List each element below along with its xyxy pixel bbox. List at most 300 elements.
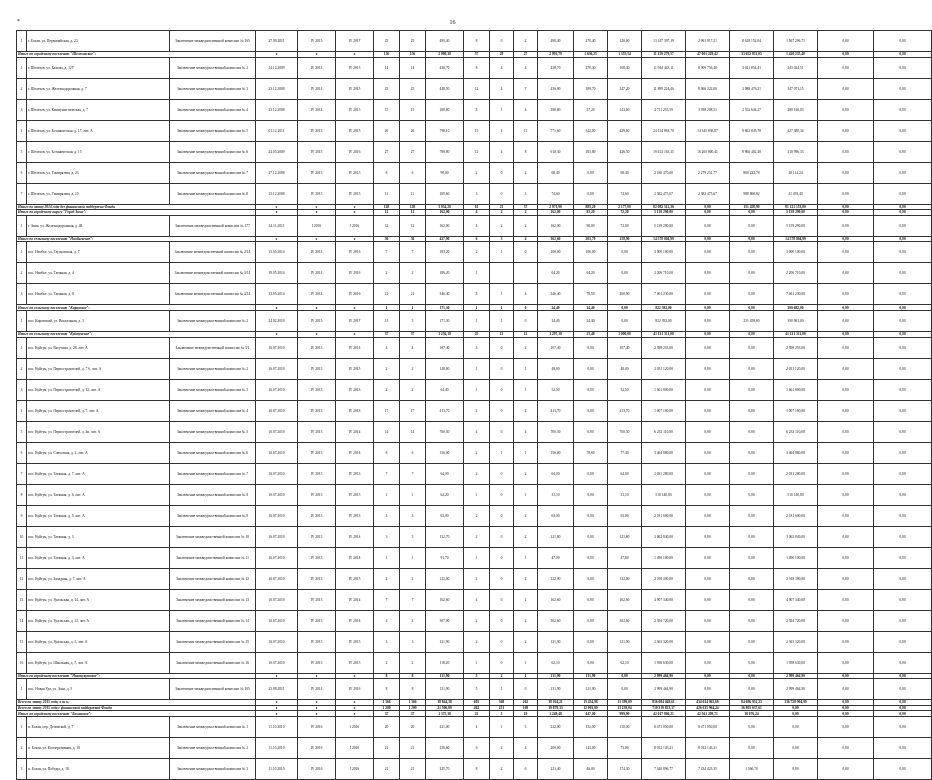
table-cell: 1 661 800,00 bbox=[642, 379, 686, 400]
table-cell: 510 140,00 bbox=[642, 484, 686, 505]
table-cell: 0,00 bbox=[730, 463, 774, 484]
table-cell: 15 bbox=[464, 120, 490, 141]
table-row bbox=[17, 120, 932, 141]
table-cell: пос. Куйтун, ул. Школьная, д. 7, лит. А bbox=[27, 652, 170, 673]
table-cell: 8 012 143,21 bbox=[642, 737, 686, 758]
table-cell: IV 2014 bbox=[298, 284, 336, 305]
table-cell: 162,00 bbox=[538, 210, 574, 216]
table-cell: 2 186 470,00 bbox=[642, 162, 686, 183]
table-cell: 0,00 bbox=[874, 284, 932, 305]
table-cell: 0,00 bbox=[874, 120, 932, 141]
table-cell: x bbox=[298, 210, 336, 216]
table-cell: 3 bbox=[514, 183, 538, 204]
table-cell: 1 bbox=[17, 242, 27, 263]
table-cell: 6 233 110,00 bbox=[642, 421, 686, 442]
table-cell: x bbox=[336, 204, 374, 210]
table-cell: 0,00 bbox=[818, 547, 874, 568]
table-cell: 47 001 229,42 bbox=[686, 52, 730, 58]
table-cell: 24,40 bbox=[574, 305, 608, 311]
table-row bbox=[17, 400, 932, 421]
table-cell: 605 bbox=[464, 700, 490, 706]
table-cell: 156,00 bbox=[426, 442, 464, 463]
table-cell: 0,00 bbox=[818, 652, 874, 673]
table-cell: 1 bbox=[400, 547, 426, 568]
table-cell: 0,00 bbox=[818, 358, 874, 379]
table-cell: 21 506,09 bbox=[426, 705, 464, 711]
table-cell: 131,90 bbox=[574, 679, 608, 700]
table-cell: 16.07.2010 bbox=[256, 568, 298, 589]
table-cell: 1 bbox=[17, 716, 27, 737]
table-cell: 0,00 bbox=[874, 526, 932, 547]
table-cell: 24.11.2011 bbox=[256, 215, 298, 236]
table-cell: 2 394 720,00 bbox=[642, 610, 686, 631]
table-cell: 413,70 bbox=[608, 400, 642, 421]
table-cell: 2 bbox=[514, 215, 538, 236]
table-cell: 221,00 bbox=[426, 716, 464, 737]
table-cell: 0,00 bbox=[574, 484, 608, 505]
table-cell: г. Шелехов, ул. Тимирязева, д. 10 bbox=[27, 183, 170, 204]
table-cell: 1 bbox=[514, 652, 538, 673]
table-cell: 0,00 bbox=[686, 236, 730, 242]
table-cell: x bbox=[256, 210, 298, 216]
table-cell: I 2016 bbox=[336, 716, 374, 737]
table-cell: 0,00 bbox=[874, 52, 932, 58]
table-cell: 2 382 475,67 bbox=[642, 183, 686, 204]
subtotal-label: Итого по городскому поселению "Новонукутское": bbox=[17, 673, 256, 679]
table-cell: x bbox=[256, 52, 298, 58]
table-cell: 2 bbox=[17, 263, 27, 284]
table-cell: 8 866 402,40 bbox=[730, 141, 774, 162]
table-cell: 131,90 bbox=[426, 679, 464, 700]
table-cell: 0,00 bbox=[874, 99, 932, 120]
table-cell: 23.08.2011 bbox=[256, 679, 298, 700]
table-cell: 0 bbox=[514, 242, 538, 263]
table-cell: 2 999 464,90 bbox=[774, 679, 818, 700]
table-cell: 21 bbox=[374, 758, 400, 779]
table-cell: 162,00 bbox=[538, 215, 574, 236]
table-cell: 2 018 300,00 bbox=[774, 568, 818, 589]
table-cell: x bbox=[256, 711, 298, 717]
table-cell: IV 2015 bbox=[298, 31, 336, 52]
table-cell: 2 031 120,00 bbox=[774, 358, 818, 379]
table-cell: 0,00 bbox=[818, 120, 874, 141]
table-cell: пос. Куйтун, ул. Первостроителей, д. 7, лит. А bbox=[27, 400, 170, 421]
table-cell: 0,00 bbox=[574, 505, 608, 526]
table-cell: 121,90 bbox=[538, 631, 574, 652]
table-cell: 0,00 bbox=[686, 673, 730, 679]
table-cell: 462 bbox=[464, 705, 490, 711]
table-cell: 0,00 bbox=[730, 421, 774, 442]
table-cell: 8 966 322,00 bbox=[686, 78, 730, 99]
table-cell: 64,00 bbox=[538, 463, 574, 484]
table-cell: 307,00 bbox=[426, 610, 464, 631]
table-cell: 413,70 bbox=[426, 400, 464, 421]
table-cell: 3 bbox=[17, 284, 27, 305]
table-cell: 427 380,34 bbox=[774, 120, 818, 141]
table-cell: 2 bbox=[374, 379, 400, 400]
table-cell: 0,00 bbox=[774, 758, 818, 779]
table-cell: 8 bbox=[514, 141, 538, 162]
table-cell: 2 363 320,00 bbox=[642, 631, 686, 652]
table-cell: 9 bbox=[17, 505, 27, 526]
table-row bbox=[17, 679, 932, 700]
table-cell: 36 bbox=[400, 236, 426, 242]
table-cell: 1 490 100,00 bbox=[774, 547, 818, 568]
table-cell: 434 634 963,60 bbox=[686, 700, 730, 706]
table-cell: 8 bbox=[464, 758, 490, 779]
table-cell: 4 bbox=[464, 716, 490, 737]
table-cell: 26 bbox=[374, 120, 400, 141]
table-cell: x bbox=[336, 52, 374, 58]
table-cell: 13.05.2014 bbox=[256, 284, 298, 305]
table-cell: 510 140,00 bbox=[774, 484, 818, 505]
table-cell: 0,00 bbox=[818, 568, 874, 589]
subtotal-label: Итого по городскому поселению "Шелеховское": bbox=[17, 52, 256, 58]
subtotal-label: Итого по сельскому поселению "Ниобьевское": bbox=[17, 236, 256, 242]
table-cell: 0,00 bbox=[730, 526, 774, 547]
table-cell: IV 2015 bbox=[336, 568, 374, 589]
subtotal-label: Всего по этапу 2015 года с финансовой поддержкой Фонда bbox=[17, 705, 256, 711]
table-cell: 0,00 bbox=[818, 337, 874, 358]
table-cell: Заключение межведомственной комиссии № 6 bbox=[170, 141, 256, 162]
table-row bbox=[17, 141, 932, 162]
table-cell: 300 682,00 bbox=[774, 305, 818, 311]
table-cell: 156 bbox=[400, 52, 426, 58]
table-cell: 2 181 600,00 bbox=[642, 505, 686, 526]
table-cell: 2 177,00 bbox=[608, 204, 642, 210]
table-cell: 23,40 bbox=[574, 331, 608, 337]
table-cell: 11.10.2010 bbox=[256, 716, 298, 737]
table-cell: 70,50 bbox=[574, 284, 608, 305]
table-cell: 2 bbox=[464, 400, 490, 421]
table-cell: 0 bbox=[514, 310, 538, 331]
table-cell: Заключение межведомственной комиссии № 3/14 bbox=[170, 263, 256, 284]
table-row bbox=[17, 442, 932, 463]
table-cell: 4 bbox=[464, 215, 490, 236]
table-cell: 0 bbox=[490, 589, 514, 610]
table-cell: 0,00 bbox=[730, 442, 774, 463]
table-cell: IV 2014 bbox=[298, 57, 336, 78]
table-cell: 15 434,98 bbox=[574, 700, 608, 706]
table-cell: 24.12.2009 bbox=[256, 57, 298, 78]
table-cell: 4 bbox=[464, 421, 490, 442]
table-cell: 37 bbox=[400, 711, 426, 717]
table-cell: 21 bbox=[400, 737, 426, 758]
table-cell: 11 899 224,46 bbox=[642, 78, 686, 99]
table-cell: 438,70 bbox=[426, 57, 464, 78]
table-cell: 429,60 bbox=[608, 120, 642, 141]
table-cell: 1 bbox=[464, 310, 490, 331]
table-cell: 988 868,82 bbox=[730, 183, 774, 204]
table-cell: 436,90 bbox=[538, 78, 574, 99]
table-cell: 3 062 840,00 bbox=[774, 526, 818, 547]
table-row bbox=[17, 589, 932, 610]
table-cell: 2 bbox=[17, 358, 27, 379]
table-cell: 36 805 637,61 bbox=[730, 705, 774, 711]
table-cell: IV 2015 bbox=[336, 358, 374, 379]
table-cell: 162,60 bbox=[538, 589, 574, 610]
table-cell: 13.05.2014 bbox=[256, 242, 298, 263]
table-cell: 19 413 163,35 bbox=[642, 141, 686, 162]
table-cell: 41 493,40 bbox=[774, 183, 818, 204]
table-cell: пос. Новая Уда, ул. Зона, д. 5 bbox=[27, 679, 170, 700]
table-cell: 1 236,10 bbox=[426, 331, 464, 337]
table-cell: 3 464 880,00 bbox=[774, 442, 818, 463]
table-cell: 0,00 bbox=[818, 505, 874, 526]
table-cell: 1 bbox=[400, 305, 426, 311]
table-cell: 37,20 bbox=[574, 99, 608, 120]
table-cell: 3 bbox=[374, 505, 400, 526]
table-cell: 7 461 230,00 bbox=[774, 284, 818, 305]
table-cell: 3 bbox=[490, 236, 514, 242]
table-cell: 122,00 bbox=[426, 568, 464, 589]
table-cell: IV 2013 bbox=[336, 505, 374, 526]
table-cell: 4 907 340,00 bbox=[642, 589, 686, 610]
table-cell: Заключение межведомственной комиссии № 16 bbox=[170, 652, 256, 673]
table-cell: 68,40 bbox=[538, 162, 574, 183]
table-cell: 0,00 bbox=[608, 263, 642, 284]
table-cell: 880 222,78 bbox=[730, 162, 774, 183]
table-cell: 16.07.2010 bbox=[256, 526, 298, 547]
table-cell: 122,00 bbox=[608, 568, 642, 589]
table-cell: 1 bbox=[490, 284, 514, 305]
table-cell: 25 bbox=[374, 31, 400, 52]
table-cell: 0,00 bbox=[874, 716, 932, 737]
table-cell: 16.07.2010 bbox=[256, 442, 298, 463]
table-cell: 0,00 bbox=[730, 673, 774, 679]
table-cell: 0,00 bbox=[730, 284, 774, 305]
table-cell: 0,00 bbox=[874, 210, 932, 216]
table-cell: 3 938 208,51 bbox=[686, 99, 730, 120]
table-cell: 73,00 bbox=[608, 737, 642, 758]
table-cell: 7 bbox=[400, 463, 426, 484]
table-cell: 0,00 bbox=[874, 442, 932, 463]
table-cell: 17 bbox=[400, 400, 426, 421]
table-cell: 109,60 bbox=[426, 183, 464, 204]
table-cell: 12 bbox=[17, 568, 27, 589]
table-cell: 2 bbox=[490, 210, 514, 216]
table-cell: 27 bbox=[514, 52, 538, 58]
table-cell: г. Шелехов, ул. Тимирязева, д. 23 bbox=[27, 162, 170, 183]
table-cell: x bbox=[336, 705, 374, 711]
table-cell: 1 bbox=[490, 310, 514, 331]
table-cell: x bbox=[256, 705, 298, 711]
table-cell: 7 434 423,35 bbox=[686, 758, 730, 779]
table-cell: 16.07.2010 bbox=[256, 379, 298, 400]
table-cell: 0,00 bbox=[874, 421, 932, 442]
table-cell: 0,00 bbox=[818, 442, 874, 463]
table-cell: 0,00 bbox=[874, 737, 932, 758]
table-cell: 0 bbox=[490, 610, 514, 631]
table-cell: 0 bbox=[490, 484, 514, 505]
table-cell: Заключение межведомственной комиссии № 11 bbox=[170, 547, 256, 568]
table-cell: 0 bbox=[490, 183, 514, 204]
table-cell: 1 bbox=[490, 442, 514, 463]
table-cell: 90,00 bbox=[574, 215, 608, 236]
table-cell: 8 618 152,04 bbox=[730, 31, 774, 52]
table-cell: 31,10 bbox=[608, 484, 642, 505]
table-cell: 0,00 bbox=[874, 505, 932, 526]
table-cell: 3 bbox=[17, 758, 27, 779]
table-cell bbox=[490, 263, 514, 284]
table-cell: 2 018 300,00 bbox=[642, 568, 686, 589]
table-cell: 47,00 bbox=[538, 547, 574, 568]
table-cell: 6 bbox=[464, 236, 490, 242]
table-cell: IV 2016 bbox=[298, 716, 336, 737]
table-cell: 38 844,38 bbox=[426, 700, 464, 706]
table-cell: 3 bbox=[374, 631, 400, 652]
table-cell: 52,50 bbox=[538, 379, 574, 400]
table-cell: 0,00 bbox=[818, 31, 874, 52]
table-cell: x bbox=[256, 331, 298, 337]
table-cell: 4 bbox=[514, 421, 538, 442]
table-cell: 156 bbox=[374, 52, 400, 58]
table-cell: 12 003,09 bbox=[574, 705, 608, 711]
table-cell: 64,20 bbox=[538, 263, 574, 284]
table-cell: 2 031 280,00 bbox=[774, 463, 818, 484]
table-cell: Заключение межведомственной комиссии № 5 bbox=[170, 421, 256, 442]
table-cell: IV 2015 bbox=[336, 484, 374, 505]
table-cell: 1 366 bbox=[400, 700, 426, 706]
table-cell: 2 bbox=[464, 463, 490, 484]
table-cell: 3 bbox=[400, 631, 426, 652]
table-cell: пос. Куйтун, ул. Западная, д. 7, лит. А bbox=[27, 568, 170, 589]
table-cell: 14 bbox=[374, 421, 400, 442]
table-cell: IV 2013 bbox=[298, 484, 336, 505]
table-cell: 490,40 bbox=[538, 31, 574, 52]
table-cell: 5 139 290,00 bbox=[642, 210, 686, 216]
table-cell: x bbox=[336, 331, 374, 337]
table-cell: 0,00 bbox=[774, 705, 818, 711]
table-cell: x bbox=[336, 711, 374, 717]
table-cell: 710 319 823,37 bbox=[642, 705, 686, 711]
table-cell: 0,00 bbox=[574, 358, 608, 379]
table-cell: 4 bbox=[490, 120, 514, 141]
table-cell: 13 147 397,19 bbox=[642, 31, 686, 52]
table-cell: 0,00 bbox=[818, 310, 874, 331]
table-cell: 0,00 bbox=[730, 379, 774, 400]
table-cell: 0,00 bbox=[730, 568, 774, 589]
table-cell: IV 2013 bbox=[298, 421, 336, 442]
table-cell: 16.07.2010 bbox=[256, 505, 298, 526]
table-cell: 1 bbox=[464, 305, 490, 311]
table-cell: 225,70 bbox=[426, 758, 464, 779]
table-cell: IV 2016 bbox=[336, 242, 374, 263]
table-cell: 2 bbox=[514, 589, 538, 610]
table-cell: 0,00 bbox=[730, 652, 774, 673]
table-cell: пос. Ниобье, ул. Таежная, д. 4 bbox=[27, 263, 170, 284]
table-cell: 0 bbox=[514, 305, 538, 311]
table-cell: 74,60 bbox=[608, 183, 642, 204]
table-cell: 0,00 bbox=[686, 526, 730, 547]
table-cell: 4 bbox=[514, 99, 538, 120]
table-cell: 0,00 bbox=[730, 331, 774, 337]
table-cell: 11 bbox=[374, 183, 400, 204]
table-cell: 0,00 bbox=[874, 610, 932, 631]
table-cell: 15 bbox=[400, 99, 426, 120]
table-cell: 8 471 050,00 bbox=[686, 716, 730, 737]
table-cell: пос. Куйтун, ул. Первостроителей, д. 4в, лит. А bbox=[27, 421, 170, 442]
table-cell: 24 134 863,70 bbox=[642, 120, 686, 141]
table-cell: 180,80 bbox=[426, 99, 464, 120]
table-cell: 0,00 bbox=[686, 631, 730, 652]
table-cell: 13 239,84 bbox=[608, 705, 642, 711]
table-cell: IV 2015 bbox=[336, 162, 374, 183]
table-cell: I 2016 bbox=[336, 215, 374, 236]
table-cell: 260,90 bbox=[608, 284, 642, 305]
table-cell: x bbox=[336, 210, 374, 216]
table-cell: 0,00 bbox=[818, 204, 874, 210]
table-cell: 2 398 253,00 bbox=[642, 337, 686, 358]
table-cell: 0,00 bbox=[686, 210, 730, 216]
table-cell: Заключение межведомственной комиссии № 7 bbox=[170, 463, 256, 484]
table-cell: 262 bbox=[514, 700, 538, 706]
table-cell: 8 bbox=[400, 679, 426, 700]
table-cell: 1 bbox=[490, 305, 514, 311]
table-cell: 4 bbox=[464, 589, 490, 610]
table-row bbox=[17, 610, 932, 631]
table-cell: 6 233 110,00 bbox=[774, 421, 818, 442]
table-cell: 0,00 bbox=[874, 204, 932, 210]
table-cell: x bbox=[336, 236, 374, 242]
table-row bbox=[17, 337, 932, 358]
table-cell: 143,60 bbox=[608, 99, 642, 120]
table-cell: 1 bbox=[514, 547, 538, 568]
table-cell: 2 352 644,27 bbox=[730, 99, 774, 120]
table-cell: 3 bbox=[400, 310, 426, 331]
table-cell: 15 bbox=[17, 631, 27, 652]
table-cell: 0,00 bbox=[818, 284, 874, 305]
table-cell: 12 bbox=[464, 78, 490, 99]
subtotal-label: Всего по этапу 2015 года, в т.ч.: bbox=[17, 700, 256, 706]
table-cell: 0,00 bbox=[874, 379, 932, 400]
table-cell: 11.10.2010 bbox=[256, 758, 298, 779]
table-cell: п. Бохан, ул. Кооперативная, д. 10 bbox=[27, 737, 170, 758]
table-cell: 0,00 bbox=[686, 331, 730, 337]
table-cell: пос. Кировский, ул. Вокзальная, д. 3 bbox=[27, 310, 170, 331]
table-cell: 1 958 630,00 bbox=[774, 652, 818, 673]
table-cell: 2 279 251,77 bbox=[686, 162, 730, 183]
table-cell: 156,00 bbox=[538, 442, 574, 463]
table-cell: 19 bbox=[514, 711, 538, 717]
table-cell: 0,00 bbox=[874, 589, 932, 610]
table-cell: 0,00 bbox=[874, 236, 932, 242]
table-cell: 0,00 bbox=[874, 700, 932, 706]
table-cell: I 2016 bbox=[336, 737, 374, 758]
table-cell: 0,00 bbox=[874, 358, 932, 379]
table-cell: 7 440 896,77 bbox=[642, 758, 686, 779]
table-row bbox=[17, 242, 932, 263]
table-cell: 62,20 bbox=[426, 484, 464, 505]
table-cell: 0,00 bbox=[608, 242, 642, 263]
table-row bbox=[17, 652, 932, 673]
table-cell: 64,00 bbox=[608, 463, 642, 484]
table-cell: 16.07.2010 bbox=[256, 400, 298, 421]
table-row bbox=[17, 284, 932, 305]
table-cell: пос. Куйтун, ул. Уральская, д. 5, лит. А bbox=[27, 631, 170, 652]
table-cell: 1 366 bbox=[374, 700, 400, 706]
table-cell: 21 bbox=[400, 284, 426, 305]
table-cell: 1 490 100,00 bbox=[642, 547, 686, 568]
table-cell: 13 bbox=[17, 589, 27, 610]
table-cell: 3 088 476,21 bbox=[730, 78, 774, 99]
table-cell: 2 bbox=[374, 652, 400, 673]
table-cell: 270,30 bbox=[574, 57, 608, 78]
table-cell: 0,00 bbox=[874, 141, 932, 162]
table-cell: 1 bbox=[374, 305, 400, 311]
table-cell: 162,60 bbox=[426, 589, 464, 610]
table-cell: 91,70 bbox=[426, 547, 464, 568]
